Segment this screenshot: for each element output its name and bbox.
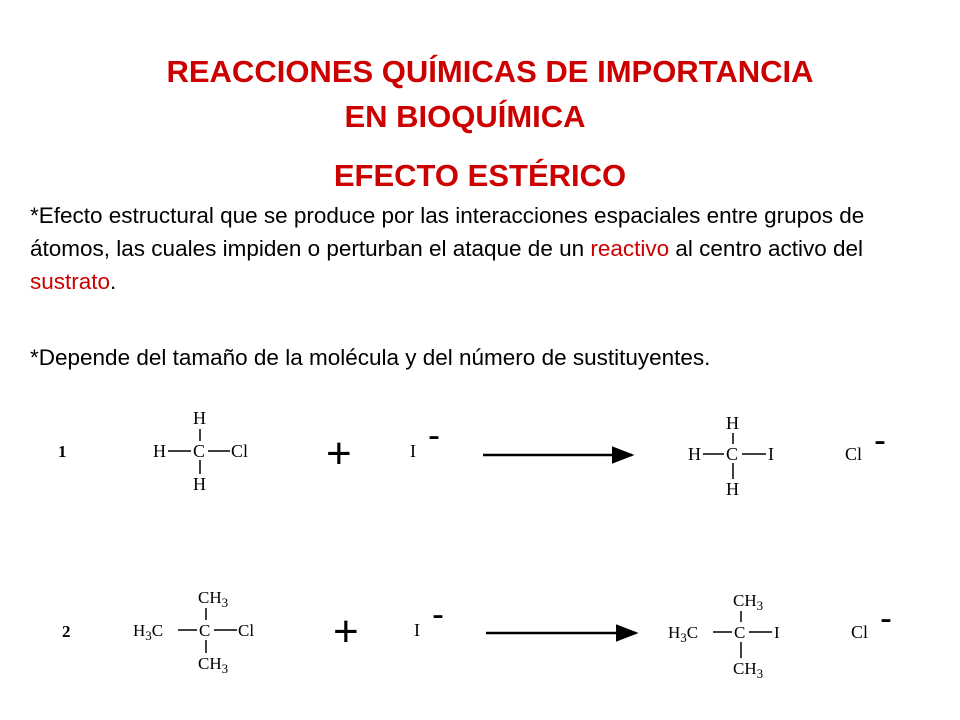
atom-right: I: [768, 444, 774, 464]
reaction-number: 2: [62, 622, 71, 641]
nucleophile: I: [414, 620, 420, 640]
group-left: $H_3C$: [668, 623, 699, 645]
leaving-group-charge: -: [874, 419, 886, 460]
atom-right: I: [774, 623, 780, 642]
atom-center: C: [193, 441, 206, 461]
reactivo-highlight: reactivo: [590, 236, 670, 261]
atom-bottom: H: [726, 479, 739, 499]
group-top: $CH_3$: [733, 591, 764, 613]
slide-title-line2: EN BIOQUÍMICA: [344, 99, 586, 134]
group-left: $H_3C$: [133, 621, 164, 643]
leaving-group: Cl: [851, 622, 869, 642]
leaving-group: Cl: [845, 444, 863, 464]
section-subtitle: EFECTO ESTÉRICO: [333, 158, 627, 193]
slide-title-line1: REACCIONES QUÍMICAS DE IMPORTANCIA: [166, 54, 814, 89]
substrate-molecule: [153, 408, 248, 494]
atom-left: H: [153, 441, 166, 461]
atom-bottom: H: [193, 474, 206, 494]
product-molecule: [688, 413, 774, 499]
nucleophile-charge: -: [428, 414, 440, 455]
atom-right: Cl: [238, 621, 255, 640]
nucleophile: I: [410, 441, 416, 461]
definition-text-end: .: [110, 269, 117, 294]
product-molecule: [668, 591, 780, 681]
atom-center: C: [726, 444, 739, 464]
sustrato-highlight: sustrato: [30, 269, 111, 294]
atom-left: H: [688, 444, 701, 464]
atom-center: C: [199, 621, 211, 640]
reaction-number: 1: [58, 442, 67, 461]
definition-text-middle: al centro activo del: [669, 236, 864, 261]
definition-text-start: *Efecto estructural que se produce por las interacciones espaciales entre grupos de átomos, las cuales impiden o perturban el ataque de un: [30, 203, 865, 261]
leaving-group-charge: -: [880, 597, 892, 638]
atom-top: H: [726, 413, 739, 433]
atom-center: C: [734, 623, 746, 642]
group-top: $CH_3$: [198, 588, 229, 610]
dependency-paragraph: *Depende del tamaño de la molécula y del número de sustituyentes.: [30, 345, 711, 370]
reaction-1: [58, 408, 886, 499]
plus-sign: +: [333, 607, 359, 656]
reaction-2: [62, 588, 892, 681]
atom-right: Cl: [231, 441, 249, 461]
group-bottom: $CH_3$: [198, 654, 229, 676]
atom-top: H: [193, 408, 206, 428]
plus-sign: +: [326, 429, 352, 478]
substrate-molecule: [133, 588, 254, 676]
group-bottom: $CH_3$: [733, 659, 764, 681]
nucleophile-charge: -: [432, 593, 444, 634]
